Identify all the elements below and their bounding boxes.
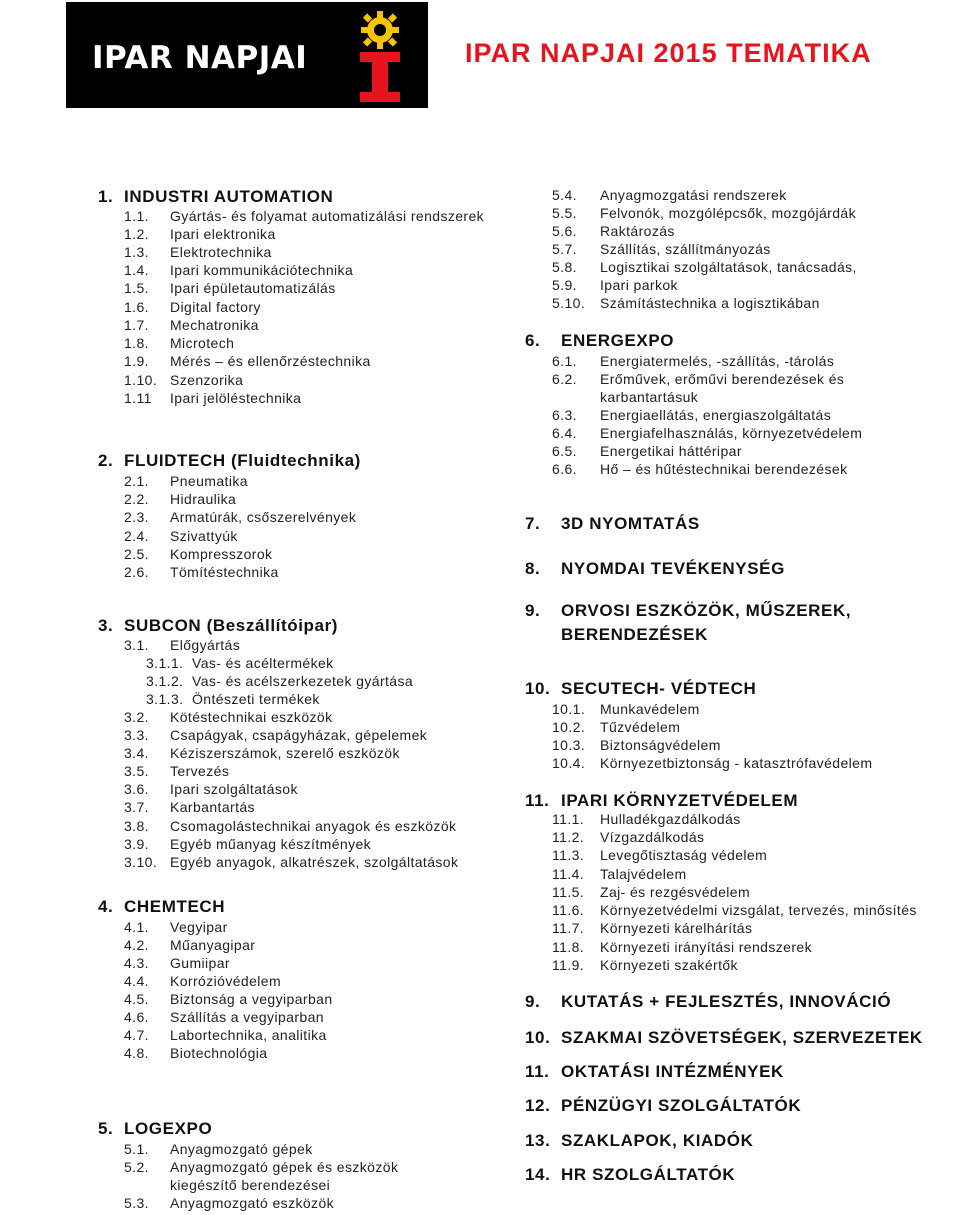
- item-text: Armatúrák, csőszerelvények: [170, 509, 357, 525]
- item-number: 2.: [98, 451, 114, 470]
- right_column-list-item: [552, 426, 862, 440]
- left_column-list-item: [124, 227, 276, 241]
- item-text: SECUTECH- VÉDTECH: [561, 679, 757, 698]
- item-text: Előgyártás: [170, 637, 241, 653]
- item-text: HR SZOLGÁLTATÓK: [561, 1165, 736, 1184]
- item-text: Ipari szolgáltatások: [170, 781, 298, 797]
- left_column-list-item: [124, 938, 255, 952]
- item-number: 2.1.: [124, 473, 149, 489]
- item-number: 4.8.: [124, 1045, 149, 1061]
- item-text: Ipari jelöléstechnika: [170, 390, 302, 406]
- item-number: 5.8.: [552, 259, 577, 275]
- item-number: 12.: [525, 1096, 551, 1115]
- item-number: 9.: [525, 992, 541, 1011]
- left_column-section-heading: [98, 188, 333, 205]
- left_column-list-item: [124, 1010, 324, 1024]
- left_column-list-item: [124, 837, 371, 851]
- item-number: 4.6.: [124, 1009, 149, 1025]
- item-text: Tömítéstechnika: [170, 564, 279, 580]
- item-number: 2.4.: [124, 528, 149, 544]
- item-number: 5.4.: [552, 187, 577, 203]
- left_column-list-item: [124, 819, 456, 833]
- left_column-list-item: [124, 1046, 267, 1060]
- left_column-list-item: [124, 992, 333, 1006]
- item-number: 5.1.: [124, 1141, 149, 1157]
- item-number: 1.2.: [124, 226, 149, 242]
- right_column-section-heading: [525, 332, 674, 349]
- right_column-list-item: [552, 354, 834, 368]
- item-number: 3.1.3.: [146, 691, 184, 707]
- item-number: 2.3.: [124, 509, 149, 525]
- item-text: Hidraulika: [170, 491, 237, 507]
- item-number: 10.3.: [552, 737, 586, 753]
- item-text: IPARI KÖRNYZETVÉDELEM: [561, 791, 799, 810]
- left_column-list-item: [124, 354, 371, 368]
- item-text: SZAKLAPOK, KIADÓK: [561, 1131, 754, 1150]
- left_column-list-item: [124, 855, 458, 869]
- right_column-section-heading: [525, 626, 708, 643]
- item-number: 2.5.: [124, 546, 149, 562]
- item-text: Számítástechnika a logisztikában: [600, 295, 820, 311]
- item-number: 5.5.: [552, 205, 577, 221]
- item-text: NYOMDAI TEVÉKENYSÉG: [561, 559, 785, 578]
- item-text: Környezetbiztonság - katasztrófavédelem: [600, 755, 873, 771]
- item-number: 11.: [525, 1062, 550, 1081]
- item-text: Mechatronika: [170, 317, 259, 333]
- left_column-list-item: [124, 245, 272, 259]
- left_column-list-item: [124, 510, 356, 524]
- right_column-section-heading: [525, 1097, 801, 1114]
- left_column-list-item: [124, 956, 230, 970]
- item-number: 9.: [525, 601, 541, 620]
- gear-i-logo-icon: [350, 8, 410, 104]
- right_column-list-item: [552, 903, 917, 917]
- item-text: OKTATÁSI INTÉZMÉNYEK: [561, 1062, 784, 1081]
- left_column-list-item: [146, 692, 320, 706]
- left_column-list-item: [124, 800, 255, 814]
- item-text: Pneumatika: [170, 473, 248, 489]
- item-text: Egyéb anyagok, alkatrészek, szolgáltatások: [170, 854, 459, 870]
- item-number: 1.1.: [124, 208, 149, 224]
- item-text: Szenzorika: [170, 372, 244, 388]
- item-number: 11.6.: [552, 902, 585, 918]
- item-text: BERENDEZÉSEK: [561, 625, 709, 644]
- item-number: 11.2.: [552, 829, 585, 845]
- item-text: Karbantartás: [170, 799, 255, 815]
- left_column-list-item: [124, 300, 261, 314]
- item-text: Elektrotechnika: [170, 244, 272, 260]
- right_column-list-item: [552, 958, 738, 972]
- item-text: Csapágyak, csapágyházak, gépelemek: [170, 727, 428, 743]
- item-text: Környezeti szakértők: [600, 957, 738, 973]
- item-text: Kötéstechnikai eszközök: [170, 709, 333, 725]
- left_column-list-item: [124, 373, 243, 387]
- item-text: Kompresszorok: [170, 546, 273, 562]
- item-number: 4.1.: [124, 919, 149, 935]
- item-number: 3.4.: [124, 745, 149, 761]
- item-number: 5.2.: [124, 1159, 149, 1175]
- right_column-list-item: [552, 848, 767, 862]
- item-number: 1.: [98, 187, 114, 206]
- item-number: 3.5.: [124, 763, 149, 779]
- left_column-section-heading: [98, 617, 338, 634]
- item-number: 4.4.: [124, 973, 149, 989]
- item-text: Környezeti kárelhárítás: [600, 920, 753, 936]
- item-text: Vegyipar: [170, 919, 228, 935]
- left_column-section-heading: [98, 898, 225, 915]
- item-number: 6.3.: [552, 407, 577, 423]
- item-text: LOGEXPO: [124, 1119, 213, 1138]
- item-text: SZAKMAI SZÖVETSÉGEK, SZERVEZETEK: [561, 1028, 923, 1047]
- right_column-list-item: [552, 260, 857, 274]
- right_column-list-item: [552, 940, 812, 954]
- item-number: 11.9.: [552, 957, 585, 973]
- item-number: 5.9.: [552, 277, 577, 293]
- item-text: Biztonságvédelem: [600, 737, 721, 753]
- item-number: 6.2.: [552, 371, 577, 387]
- left_column-list-item: [124, 1178, 330, 1192]
- item-number: 3.1.: [124, 637, 149, 653]
- item-text: karbantartásuk: [600, 389, 699, 405]
- item-number: 3.7.: [124, 799, 149, 815]
- item-text: Ipari épületautomatizálás: [170, 280, 336, 296]
- item-number: 3.1.2.: [146, 673, 184, 689]
- item-number: 6.6.: [552, 461, 577, 477]
- item-text: Anyagmozgató gépek és eszközök: [170, 1159, 399, 1175]
- left_column-list-item: [124, 1142, 313, 1156]
- right_column-section-heading: [525, 1063, 784, 1080]
- item-text: ENERGEXPO: [561, 331, 675, 350]
- right_column-list-item: [552, 885, 750, 899]
- item-number: 13.: [525, 1131, 551, 1150]
- item-number: 3.2.: [124, 709, 149, 725]
- item-text: INDUSTRI AUTOMATION: [124, 187, 334, 206]
- item-text: Zaj- és rezgésvédelem: [600, 884, 751, 900]
- item-text: Öntészeti termékek: [192, 691, 320, 707]
- item-number: 4.5.: [124, 991, 149, 1007]
- item-text: Gumiipar: [170, 955, 230, 971]
- item-text: FLUIDTECH (Fluidtechnika): [124, 451, 361, 470]
- right_column-list-item: [552, 720, 680, 734]
- left_column-list-item: [124, 547, 272, 561]
- right_column-list-item: [552, 390, 698, 404]
- right_column-list-item: [552, 867, 687, 881]
- item-text: Labortechnika, analitika: [170, 1027, 327, 1043]
- item-number: 1.8.: [124, 335, 149, 351]
- item-text: Energiatermelés, -szállítás, -tárolás: [600, 353, 835, 369]
- right_column-list-item: [552, 830, 704, 844]
- right_column-section-heading: [525, 515, 700, 532]
- item-number: 6.: [525, 331, 541, 350]
- left_column-list-item: [124, 764, 229, 778]
- left_column-list-item: [124, 281, 336, 295]
- right_column-list-item: [552, 812, 741, 826]
- item-number: 3.10.: [124, 854, 158, 870]
- item-text: Környezeti irányítási rendszerek: [600, 939, 812, 955]
- item-text: Vízgazdálkodás: [600, 829, 705, 845]
- item-text: Egyéb műanyag készítmények: [170, 836, 372, 852]
- left_column-list-item: [124, 565, 279, 579]
- right_column-list-item: [552, 372, 844, 386]
- left_column-list-item: [124, 1160, 398, 1174]
- item-text: Biztonság a vegyiparban: [170, 991, 333, 1007]
- item-number: 1.9.: [124, 353, 149, 369]
- item-number: 5.7.: [552, 241, 577, 257]
- item-number: 11.3.: [552, 847, 585, 863]
- item-number: 6.1.: [552, 353, 577, 369]
- right_column-list-item: [552, 756, 872, 770]
- item-text: Szállítás, szállítmányozás: [600, 241, 771, 257]
- right_column-list-item: [552, 702, 700, 716]
- right_column-list-item: [552, 408, 831, 422]
- item-text: Gyártás- és folyamat automatizálási rendszerek: [170, 208, 485, 224]
- item-text: ORVOSI ESZKÖZÖK, MŰSZEREK,: [561, 601, 852, 620]
- item-number: 10.4.: [552, 755, 586, 771]
- left_column-list-item: [124, 746, 400, 760]
- item-text: Korrózióvédelem: [170, 973, 282, 989]
- item-number: 11.4.: [552, 866, 585, 882]
- item-text: Szivattyúk: [170, 528, 238, 544]
- item-text: kiegészítő berendezései: [170, 1177, 331, 1193]
- item-number: 10.: [525, 679, 551, 698]
- item-text: Tervezés: [170, 763, 230, 779]
- item-text: Munkavédelem: [600, 701, 700, 717]
- item-text: Kéziszerszámok, szerelő eszközök: [170, 745, 400, 761]
- right_column-section-heading: [525, 560, 785, 577]
- item-text: Anyagmozgató eszközök: [170, 1195, 335, 1211]
- left_column-list-item: [124, 1028, 327, 1042]
- item-text: Szállítás a vegyiparban: [170, 1009, 324, 1025]
- item-text: Ipari elektronika: [170, 226, 276, 242]
- right_column-section-heading: [525, 1132, 753, 1149]
- item-text: PÉNZÜGYI SZOLGÁLTATÓK: [561, 1096, 802, 1115]
- left_column-list-item: [146, 656, 334, 670]
- page-title: IPAR NAPJAI 2015 TEMATIKA: [465, 38, 872, 68]
- item-number: 4.3.: [124, 955, 149, 971]
- left_column-list-item: [124, 638, 240, 652]
- right_column-section-heading: [525, 680, 756, 697]
- right_column-section-heading: [525, 993, 891, 1010]
- item-number: 11.1.: [552, 811, 585, 827]
- right_column-list-item: [552, 278, 678, 292]
- item-text: Vas- és acéltermékek: [192, 655, 334, 671]
- item-text: Hulladékgazdálkodás: [600, 811, 741, 827]
- item-number: 7.: [525, 514, 541, 533]
- item-text: Anyagmozgatási rendszerek: [600, 187, 787, 203]
- logo-text: IPAR NAPJAI: [92, 40, 308, 76]
- item-text: Csomagolástechnikai anyagok és eszközök: [170, 818, 457, 834]
- item-number: 5.10.: [552, 295, 586, 311]
- item-text: Anyagmozgató gépek: [170, 1141, 313, 1157]
- item-text: CHEMTECH: [124, 897, 226, 916]
- item-number: 3.6.: [124, 781, 149, 797]
- left_column-list-item: [124, 728, 427, 742]
- left_column-list-item: [124, 782, 298, 796]
- item-number: 3.1.1.: [146, 655, 184, 671]
- item-number: 1.5.: [124, 280, 149, 296]
- item-number: 4.2.: [124, 937, 149, 953]
- right_column-section-heading: [525, 602, 851, 619]
- right_column-list-item: [552, 206, 856, 220]
- item-text: Digital factory: [170, 299, 261, 315]
- item-number: 6.4.: [552, 425, 577, 441]
- item-number: 3.8.: [124, 818, 149, 834]
- right_column-list-item: [552, 242, 771, 256]
- item-text: SUBCON (Beszállítóipar): [124, 616, 339, 635]
- item-text: Tűzvédelem: [600, 719, 681, 735]
- right_column-list-item: [552, 462, 847, 476]
- right_column-section-heading: [525, 1029, 923, 1046]
- item-number: 11.5.: [552, 884, 585, 900]
- left_column-list-item: [124, 710, 333, 724]
- item-text: Logisztikai szolgáltatások, tanácsadás,: [600, 259, 857, 275]
- item-number: 5.6.: [552, 223, 577, 239]
- right_column-list-item: [552, 921, 752, 935]
- right_column-list-item: [552, 188, 787, 202]
- item-number: 1.11: [124, 390, 152, 406]
- item-number: 10.: [525, 1028, 551, 1047]
- item-text: Vas- és acélszerkezetek gyártása: [192, 673, 414, 689]
- item-number: 10.1.: [552, 701, 586, 717]
- item-number: 4.: [98, 897, 114, 916]
- left_column-list-item: [124, 209, 484, 223]
- item-number: 4.7.: [124, 1027, 149, 1043]
- item-number: 2.2.: [124, 491, 149, 507]
- item-text: Ipari kommunikációtechnika: [170, 262, 354, 278]
- item-text: Microtech: [170, 335, 235, 351]
- item-text: Mérés – és ellenőrzéstechnika: [170, 353, 371, 369]
- item-text: KUTATÁS + FEJLESZTÉS, INNOVÁCIÓ: [561, 992, 892, 1011]
- left_column-list-item: [124, 391, 301, 405]
- left_column-list-item: [124, 492, 236, 506]
- left_column-list-item: [124, 474, 248, 488]
- item-text: Ipari parkok: [600, 277, 678, 293]
- item-number: 5.: [98, 1119, 114, 1138]
- item-number: 5.3.: [124, 1195, 149, 1211]
- item-number: 1.3.: [124, 244, 149, 260]
- item-number: 6.5.: [552, 443, 577, 459]
- item-number: 3.9.: [124, 836, 149, 852]
- right_column-list-item: [552, 444, 742, 458]
- item-text: Hő – és hűtéstechnikai berendezések: [600, 461, 848, 477]
- item-text: Felvonók, mozgólépcsők, mozgójárdák: [600, 205, 857, 221]
- item-text: Műanyagipar: [170, 937, 256, 953]
- right_column-list-item: [552, 738, 721, 752]
- item-text: Raktározás: [600, 223, 675, 239]
- item-text: Biotechnológia: [170, 1045, 268, 1061]
- item-number: 3.: [98, 616, 114, 635]
- item-number: 14.: [525, 1165, 551, 1184]
- item-number: 11.7.: [552, 920, 585, 936]
- item-text: Levegőtisztaság védelem: [600, 847, 768, 863]
- item-number: 1.7.: [124, 317, 149, 333]
- item-text: Erőművek, erőművi berendezések és: [600, 371, 845, 387]
- item-text: Energiaellátás, energiaszolgáltatás: [600, 407, 832, 423]
- item-number: 3.3.: [124, 727, 149, 743]
- item-number: 2.6.: [124, 564, 149, 580]
- item-number: 8.: [525, 559, 541, 578]
- right_column-list-item: [552, 224, 675, 238]
- item-number: 1.4.: [124, 262, 149, 278]
- item-text: Környezetvédelmi vizsgálat, tervezés, minősítés: [600, 902, 917, 918]
- left_column-list-item: [124, 920, 228, 934]
- left_column-list-item: [124, 974, 281, 988]
- item-text: Energiafelhasználás, környezetvédelem: [600, 425, 863, 441]
- item-number: 1.6.: [124, 299, 149, 315]
- item-text: 3D NYOMTATÁS: [561, 514, 700, 533]
- right_column-list-item: [552, 296, 820, 310]
- left_column-section-heading: [98, 452, 361, 469]
- item-text: Energetikai háttéripar: [600, 443, 742, 459]
- item-text: Talajvédelem: [600, 866, 687, 882]
- left_column-section-heading: [98, 1120, 212, 1137]
- left_column-list-item: [124, 336, 234, 350]
- right_column-section-heading: [525, 792, 798, 809]
- left_column-list-item: [124, 529, 238, 543]
- left_column-list-item: [124, 1196, 334, 1210]
- ipar-napjai-logo: [66, 2, 428, 108]
- item-number: 11.8.: [552, 939, 585, 955]
- left_column-list-item: [146, 674, 413, 688]
- item-number: 11.: [525, 791, 550, 810]
- item-number: 1.10.: [124, 372, 158, 388]
- left_column-list-item: [124, 263, 353, 277]
- item-number: 10.2.: [552, 719, 586, 735]
- left_column-list-item: [124, 318, 259, 332]
- right_column-section-heading: [525, 1166, 735, 1183]
